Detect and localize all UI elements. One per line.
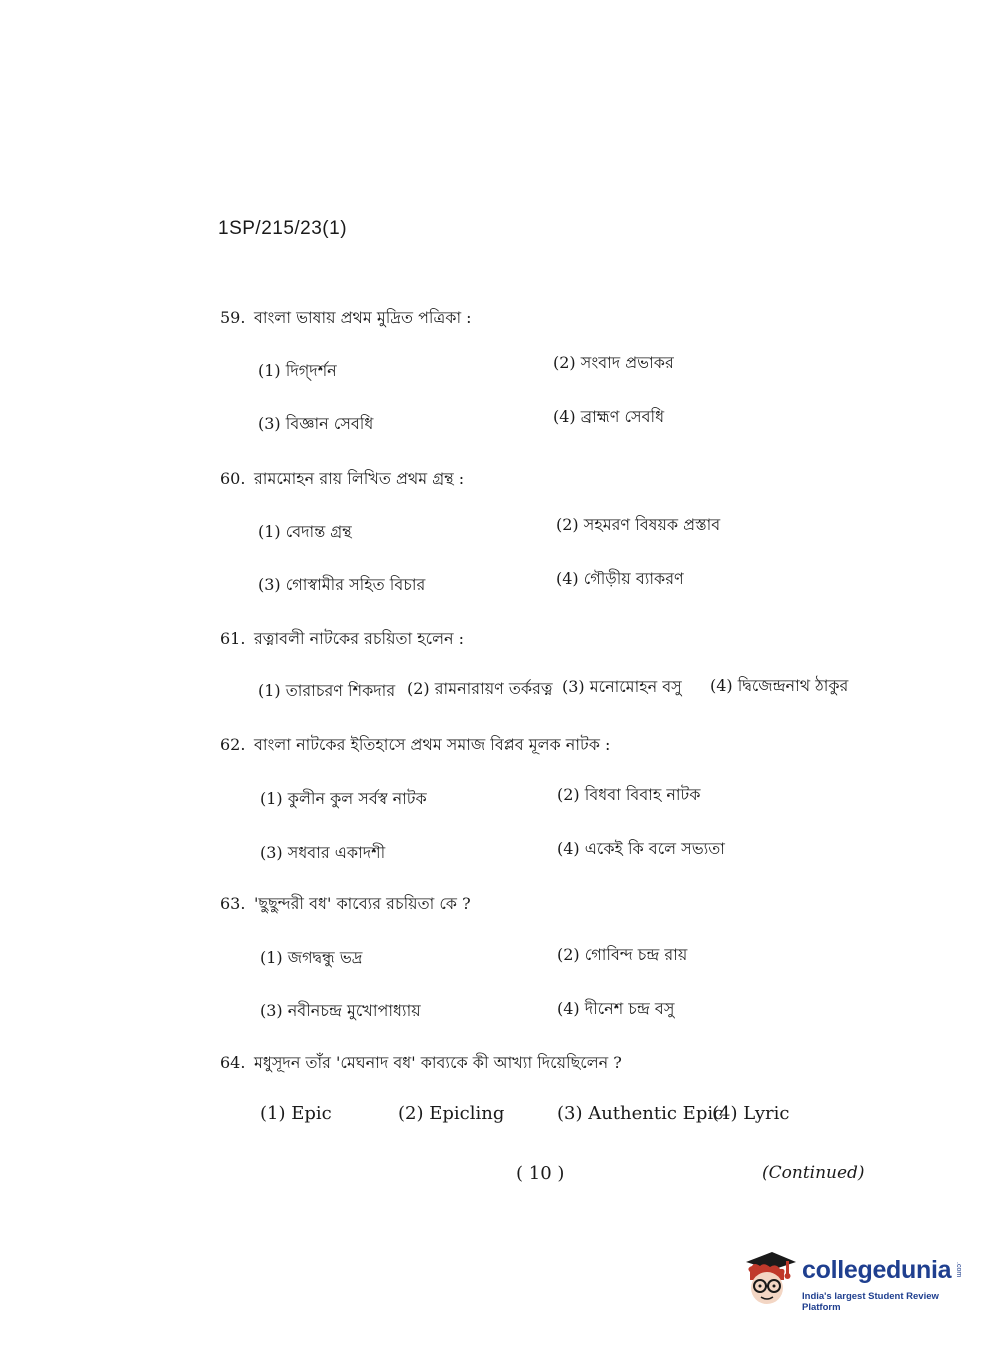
option-64-2: (2) Epicling [398,1103,505,1124]
question-number: 64. [220,1053,246,1072]
option-61-3: (3) মনোমোহন বসু [562,677,682,696]
question-number: 63. [220,894,246,913]
question-number: 62. [220,735,246,754]
question-59 [220,305,472,332]
option-60-4: (4) গৌড়ীয় ব্যাকরণ [556,569,684,588]
option-59-2: (2) সংবাদ প্রভাকর [553,353,674,372]
option-59-3: (3) বিজ্ঞান সেবধি [258,414,374,433]
question-number: 59. [220,308,246,327]
option-60-1: (1) বেদান্ত গ্রন্থ [258,522,352,541]
question-61 [220,626,464,653]
option-60-3: (3) গোস্বামীর সহিত বিচার [258,575,426,594]
option-64-1: (1) Epic [260,1103,332,1124]
brand-tld: .com [955,1262,962,1278]
paper-code: 1SP/215/23(1) [218,218,348,239]
option-61-4: (4) দ্বিজেন্দ্রনাথ ঠাকুর [710,676,849,695]
option-59-1: (1) দিগ্‌দর্শন [258,361,337,380]
option-64-3: (3) Authentic Epic [557,1103,724,1124]
continued-label: (Continued) [762,1163,865,1183]
question-64 [220,1050,622,1077]
option-60-2: (2) সহমরণ বিষয়ক প্রস্তাব [556,515,721,534]
question-63 [220,891,471,918]
option-62-2: (2) বিধবা বিবাহ নাটক [557,785,701,804]
option-62-4: (4) একেই কি বলে সভ্যতা [557,839,725,858]
collegedunia-watermark [742,1248,972,1318]
question-text: রামমোহন রায় লিখিত প্রথম গ্রন্থ : [254,469,465,488]
question-text: 'ছুছুন্দরী বধ' কাব্যের রচয়িতা কে ? [254,894,471,913]
question-number: 60. [220,469,246,488]
option-62-3: (3) সধবার একাদশী [260,843,386,862]
question-text: রত্নাবলী নাটকের রচয়িতা হলেন : [254,629,465,648]
option-63-3: (3) নবীনচন্দ্র মুখোপাধ্যায় [260,1001,421,1020]
question-text: বাংলা নাটকের ইতিহাসে প্রথম সমাজ বিপ্লব মূলক নাটক : [254,735,611,754]
option-63-4: (4) দীনেশ চন্দ্র বসু [557,999,675,1018]
question-text: মধুসূদন তাঁর 'মেঘনাদ বধ' কাব্যকে কী আখ্যা দিয়েছিলেন ? [254,1053,622,1072]
option-64-4: (4) Lyric [712,1103,790,1124]
question-text: বাংলা ভাষায় প্রথম মুদ্রিত পত্রিকা : [254,308,472,327]
option-62-1: (1) কুলীন কুল সর্বস্ব নাটক [260,789,427,808]
question-number: 61. [220,629,246,648]
brand-name: collegedunia [802,1256,952,1284]
brand-tagline: India's largest Student Review Platform [802,1291,939,1313]
option-61-1: (1) তারাচরণ শিকদার [258,681,396,700]
graduate-mascot-icon [742,1248,798,1308]
question-62 [220,732,610,759]
option-59-4: (4) ব্রাহ্মণ সেবধি [553,407,665,426]
option-61-2: (2) রামনারায়ণ তর্করত্ন [407,679,553,698]
option-63-1: (1) জগদ্বন্ধু ভদ্র [260,948,363,967]
page-number: ( 10 ) [516,1163,565,1184]
option-63-2: (2) গোবিন্দ চন্দ্র রায় [557,945,688,964]
question-60 [220,466,464,493]
